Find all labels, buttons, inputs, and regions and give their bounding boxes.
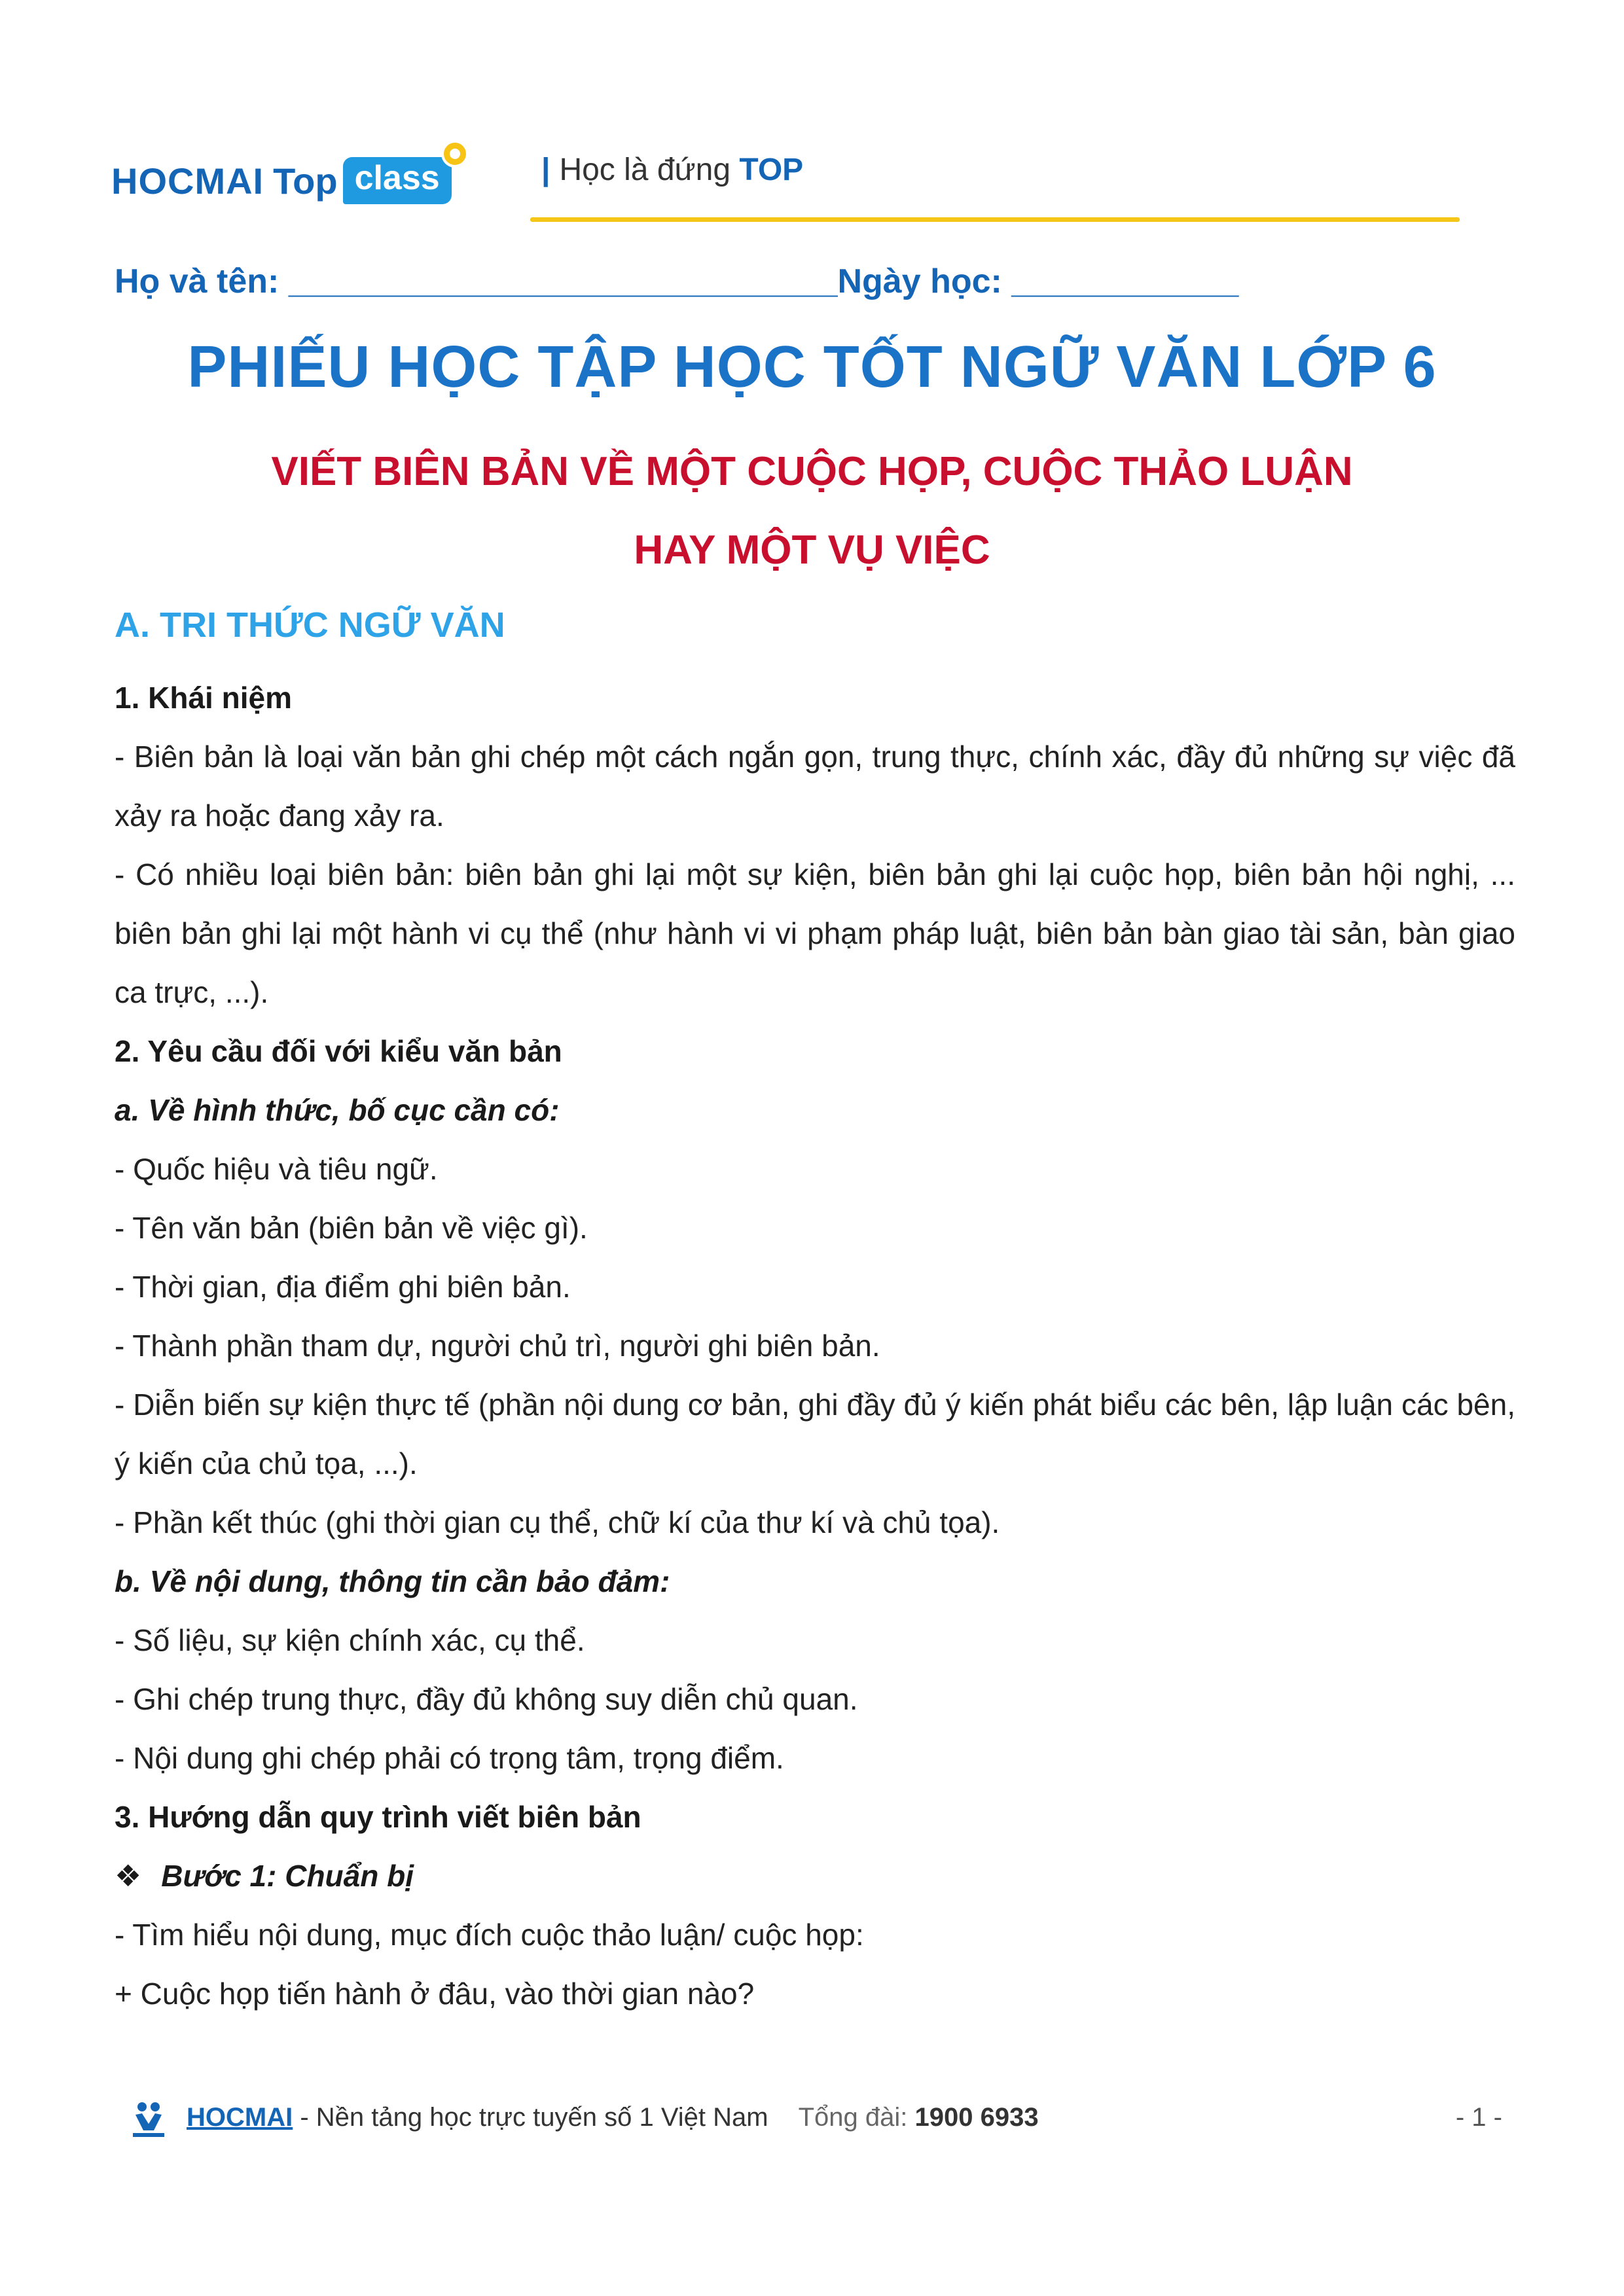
slogan-top: TOP xyxy=(739,152,804,187)
part-2-heading: 2. Yêu cầu đối với kiểu văn bản xyxy=(115,1034,562,1068)
hotline-label: Tổng đài: xyxy=(798,2103,915,2132)
hocmai-footer-logo-icon xyxy=(128,2098,170,2140)
list-item: - Phần kết thúc (ghi thời gian cụ thể, chữ kí của thư kí và chủ tọa). xyxy=(115,1505,1000,1539)
list-item: - Quốc hiệu và tiêu ngữ. xyxy=(115,1152,438,1186)
logo-class-text: class xyxy=(354,159,440,197)
list-item: - Thành phần tham dự, người chủ trì, người ghi biên bản. xyxy=(115,1329,880,1363)
types-paragraph: - Có nhiều loại biên bản: biên bản ghi lại một sự kiện, biên bản ghi lại cuộc họp, biên bản hội nghị, ... biên bản ghi lại một hành vi cụ thể (như hành vi vi phạm pháp luật, biên bản bàn giao tài sản, bàn giao ca trực, ...). xyxy=(115,857,1515,1009)
list-item: - Nội dung ghi chép phải có trọng tâm, trọng điểm. xyxy=(115,1741,784,1775)
form-requirements-heading: a. Về hình thức, bố cục cần có: xyxy=(115,1093,560,1127)
logo-star-icon xyxy=(441,140,469,168)
slogan-text: Học là đứng xyxy=(559,152,740,187)
list-item: - Tên văn bản (biên bản về việc gì). xyxy=(115,1211,588,1245)
footer-text xyxy=(187,2103,1039,2132)
footer-tagline: - Nền tảng học trực tuyến số 1 Việt Nam xyxy=(293,2103,768,2132)
logo-top-text: Top xyxy=(273,160,338,202)
footer-brand-link[interactable]: HOCMAI xyxy=(187,2103,293,2132)
list-item: - Số liệu, sự kiện chính xác, cụ thể. xyxy=(115,1623,585,1657)
list-item: - Ghi chép trung thực, đầy đủ không suy diễn chủ quan. xyxy=(115,1682,858,1716)
list-item: + Cuộc họp tiến hành ở đâu, vào thời gian nào? xyxy=(115,1977,755,2011)
part-3-heading: 3. Hướng dẫn quy trình viết biên bản xyxy=(115,1800,641,1834)
header-underline xyxy=(530,217,1460,222)
hocmai-topclass-logo xyxy=(111,157,452,204)
part-1-heading: 1. Khái niệm xyxy=(115,681,292,715)
content-requirements-heading: b. Về nội dung, thông tin cần bảo đảm: xyxy=(115,1564,670,1598)
lesson-subtitle-line-2: HAY MỘT VỤ VIỆC xyxy=(634,528,990,573)
list-item: - Thời gian, địa điểm ghi biên bản. xyxy=(115,1270,571,1304)
section-a-heading: A. TRI THỨC NGỮ VĂN xyxy=(115,605,505,645)
logo-hocmai-text: HOCMAI xyxy=(111,160,264,202)
step-1-label: Bước 1: Chuẩn bị xyxy=(161,1859,414,1893)
list-item: - Tìm hiểu nội dung, mục đích cuộc thảo luận/ cuộc họp: xyxy=(115,1918,864,1952)
slogan-divider: | xyxy=(541,152,550,187)
page-footer xyxy=(128,2098,1502,2144)
definition-paragraph: - Biên bản là loại văn bản ghi chép một cách ngắn gọn, trung thực, chính xác, đầy đủ những sự việc đã xảy ra hoặc đang xảy ra. xyxy=(115,740,1515,833)
footer-hotline xyxy=(799,2103,1039,2132)
worksheet-title: PHIẾU HỌC TẬP HỌC TỐT NGỮ VĂN LỚP 6 xyxy=(187,334,1437,400)
list-item: - Diễn biến sự kiện thực tế (phần nội dung cơ bản, ghi đầy đủ ý kiến phát biểu các bên, lập luận các bên, ý kiến của chủ tọa, ...). xyxy=(115,1388,1515,1480)
logo-class-badge xyxy=(343,157,452,204)
student-name-date-line: Họ và tên: _____________________________Ngày học: ____________ xyxy=(115,262,1239,300)
page-header xyxy=(111,137,1460,229)
diamond-bullet-icon: ❖ xyxy=(115,1859,142,1893)
worksheet-body xyxy=(115,599,1515,2023)
step-1-heading xyxy=(115,1846,1515,1905)
slogan xyxy=(541,152,803,188)
page-number: - 1 - xyxy=(1455,2103,1502,2132)
lesson-subtitle-line-1: VIẾT BIÊN BẢN VỀ MỘT CUỘC HỌP, CUỘC THẢO LUẬN xyxy=(271,449,1353,494)
hotline-number: 1900 6933 xyxy=(914,2103,1039,2132)
